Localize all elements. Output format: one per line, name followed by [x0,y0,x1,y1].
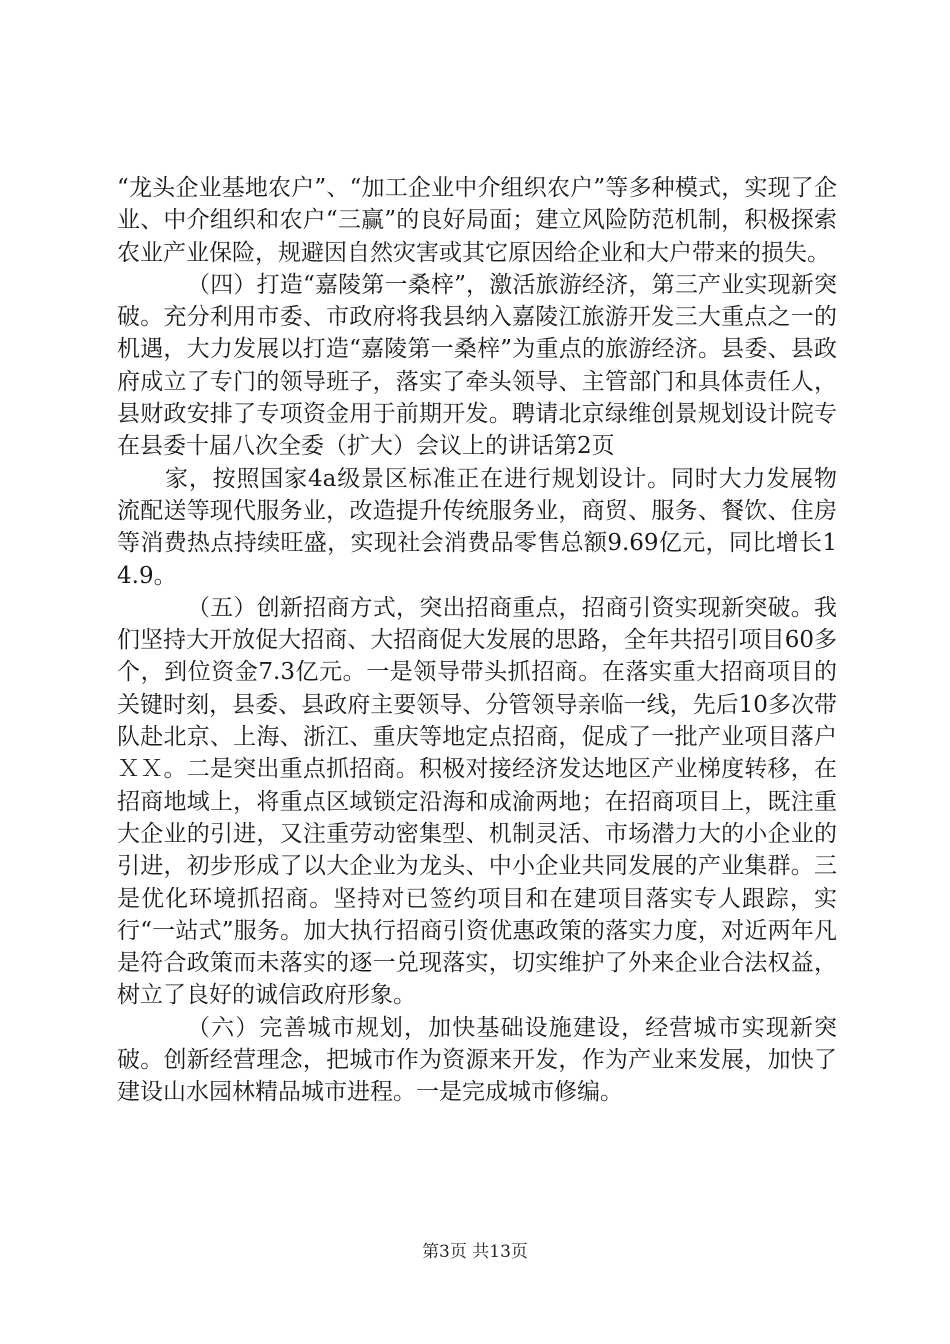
page-footer: 第3页 共13页 [422,1242,528,1262]
paragraph-4: （五）创新招商方式，突出招商重点，招商引资实现新突破。我们坚持大开放促大招商、大招商促大发展的思路，全年共招引项目60多个，到位资金7.3亿元。一是领导带头抓招商。在落实重大招商项目的关键时刻，县委、县政府主要领导、分管领导亲临一线，先后10多次带队赴北京、上海、浙江、重庆等地定点招商，促成了一批产业项目落户ＸＸ。二是突出重点抓招商。积极对接经济发达地区产业梯度转移，在招商地域上，将重点区域锁定沿海和成渝两地；在招商项目上，既注重大企业的引进，又注重劳动密集型、机制灵活、市场潜力大的小企业的引进，初步形成了以大企业为龙头、中小企业共同发展的产业集群。三是优化环境抓招商。坚持对已签约项目和在建项目落实专人跟踪，实行“一站式”服务。加大执行招商引资优惠政策的落实力度，对近两年凡是符合政策而未落实的逐一兑现落实，切实维护了外来企业合法权益，树立了良好的诚信政府形象。 [117,594,837,1009]
paragraph-3: 家，按照国家4a级景区标准正在进行规划设计。同时大力发展物流配送等现代服务业，改造提升传统服务业，商贸、服务、餐饮、住房等消费热点持续旺盛，实现社会消费品零售总额9.69亿元，同比增长14.9。 [117,465,837,589]
document-body [117,172,837,1109]
paragraph-5: （六）完善城市规划，加快基础设施建设，经营城市实现新突破。创新经营理念，把城市作为资源来开发，作为产业来发展，加快了建设山水园林精品城市进程。一是完成城市修编。 [117,1014,837,1106]
paragraph-1: “龙头企业基地农户”、“加工企业中介组织农户”等多种模式，实现了企业、中介组织和农户“三赢”的良好局面；建立风险防范机制，积极探索农业产业保险，规避因自然灾害或其它原因给企业和大户带来的损失。 [117,175,837,266]
paragraph-2: （四）打造“嘉陵第一桑梓”，激活旅游经济，第三产业实现新突破。充分利用市委、市政府将我县纳入嘉陵江旅游开发三大重点之一的机遇，大力发展以打造“嘉陵第一桑梓”为重点的旅游经济。县委、县政府成立了专门的领导班子，落实了牵头领导、主管部门和具体责任人，县财政安排了专项资金用于前期开发。聘请北京绿维创景规划设计院专在县委十届八次全委（扩大）会议上的讲话第2页 [117,271,837,460]
